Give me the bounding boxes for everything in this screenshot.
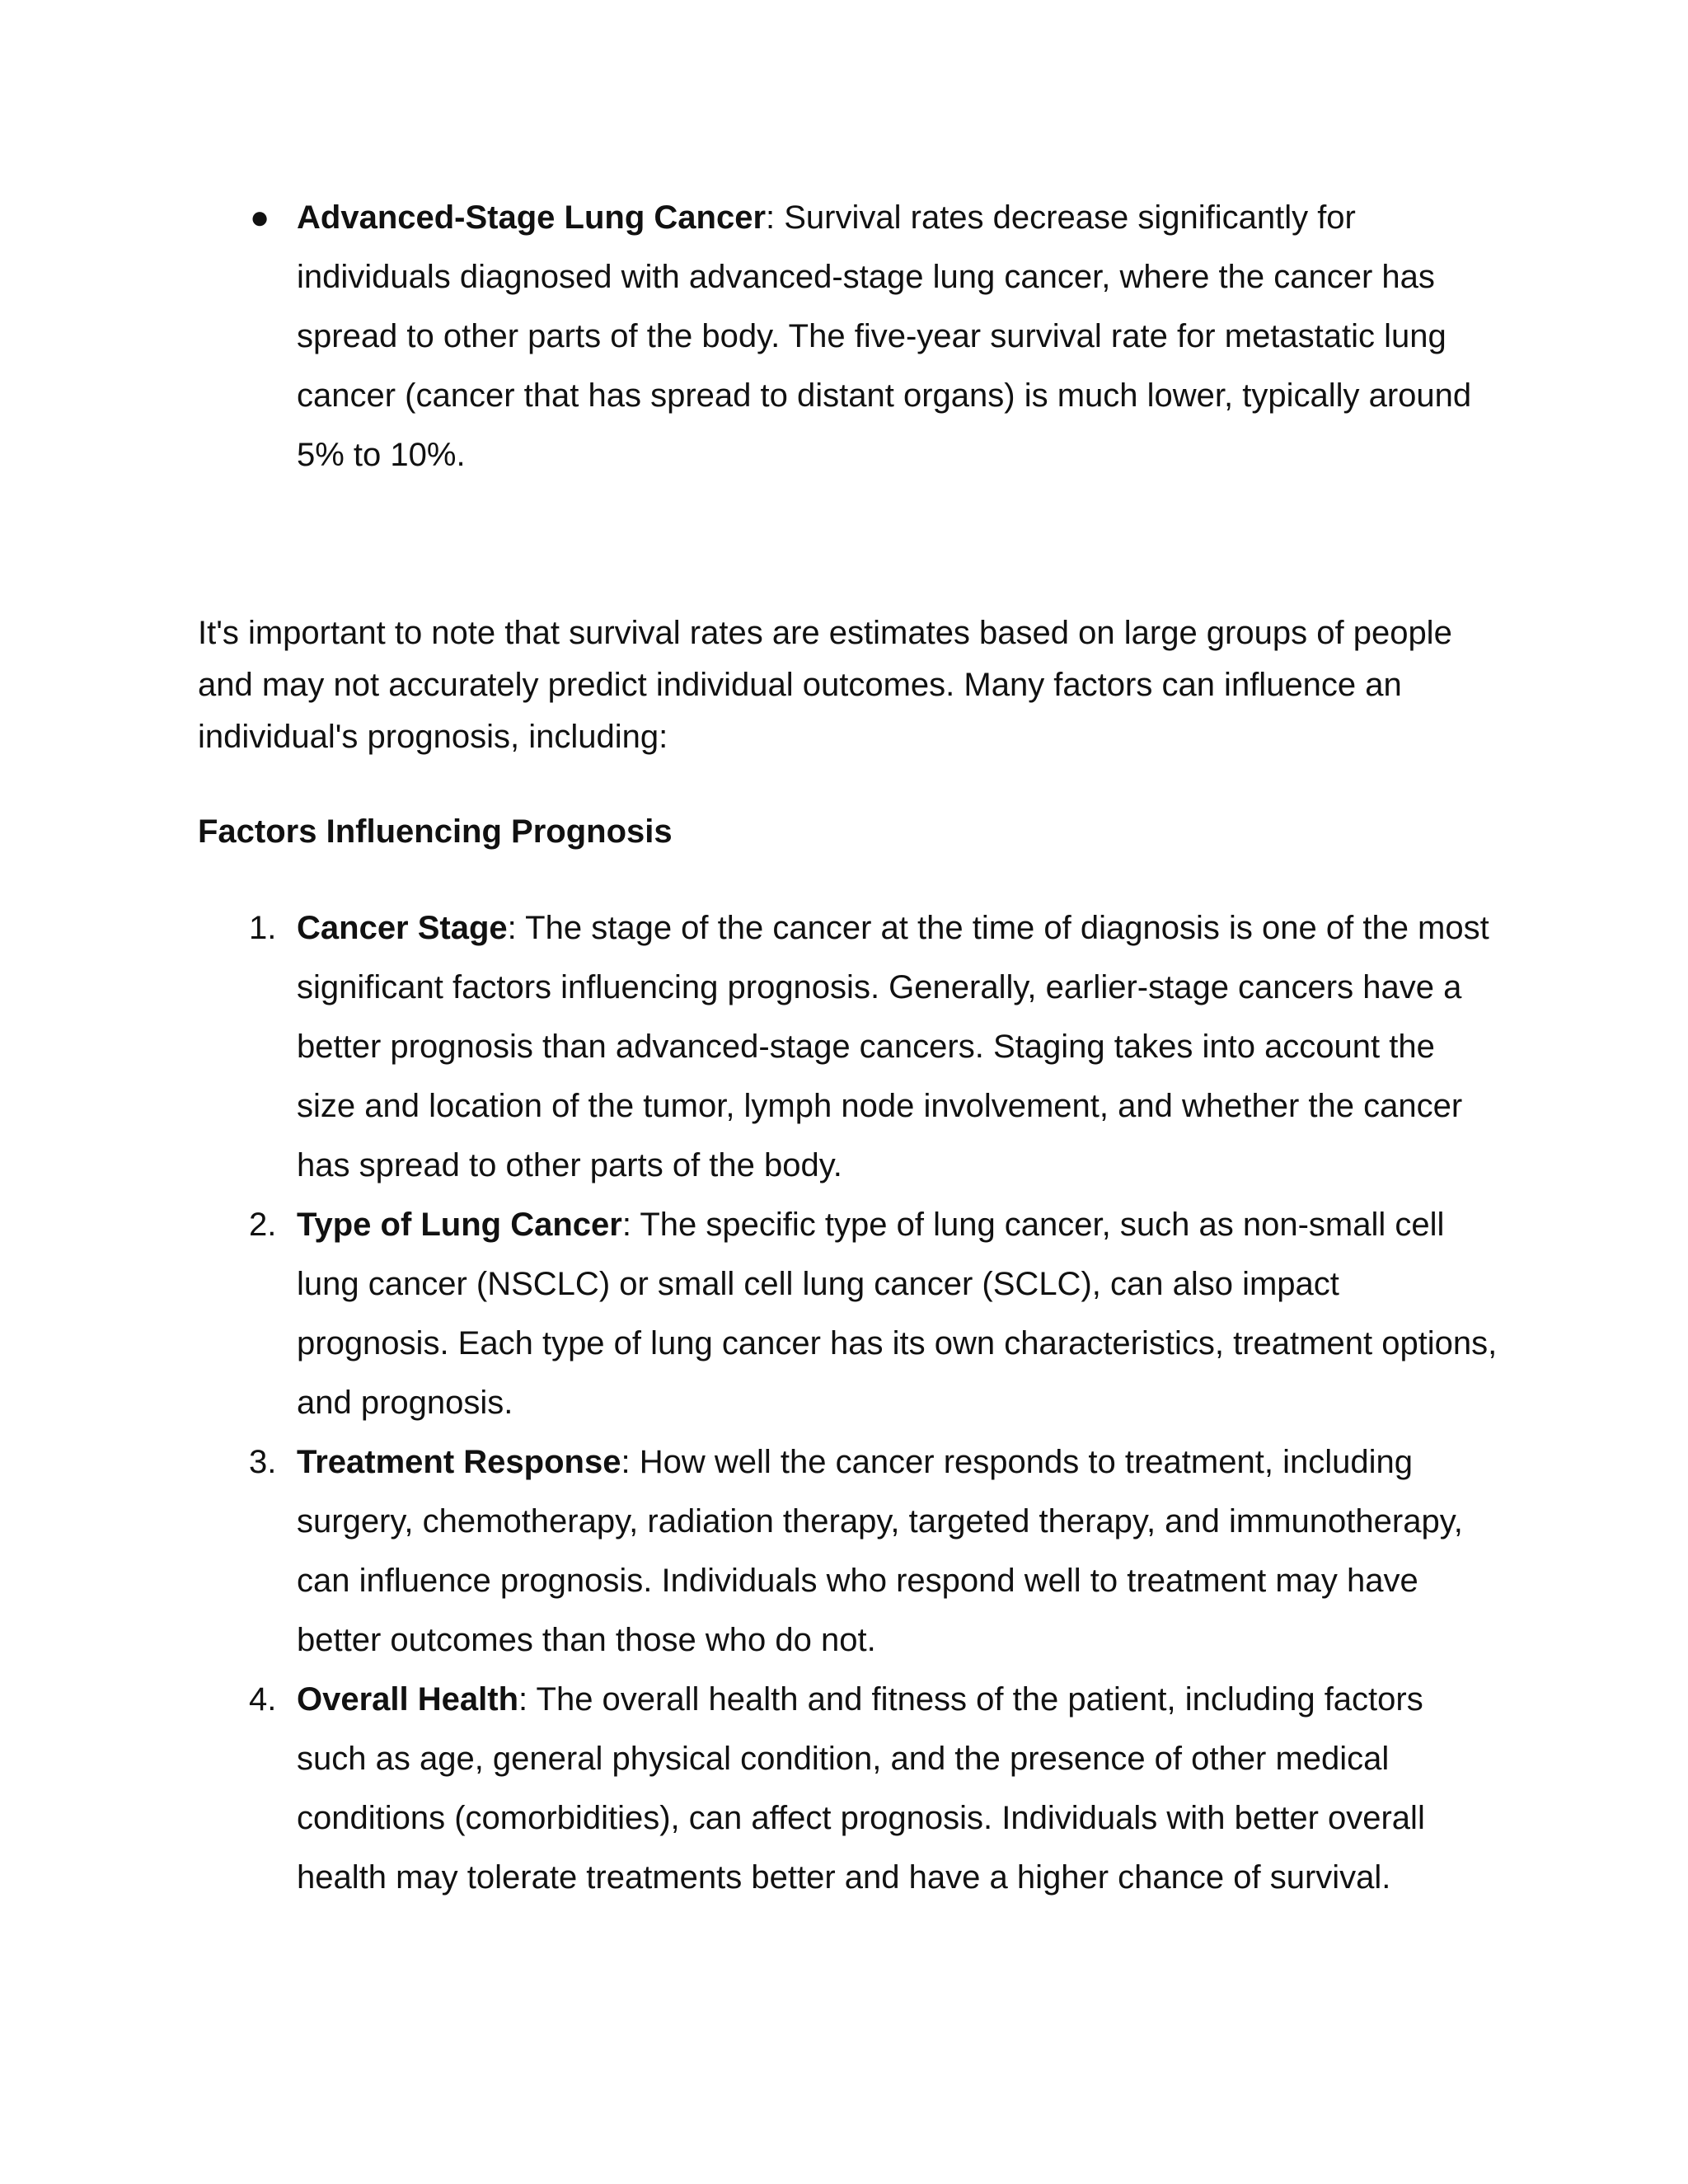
factor-item-type-of-lung-cancer — [198, 1195, 1500, 1432]
factor-text: : The stage of the cancer at the time of diagnosis is one of the most significant factors influencing prognosis. Generally, earlier-stage cancers have a better prognosis than advanced-stage cancers. Staging takes into account the size and location of the tumor, lymph node involvement, and whether the cancer has spread to other parts of the body. — [297, 910, 1489, 1183]
factor-item-treatment-response — [198, 1432, 1500, 1670]
factor-term: Type of Lung Cancer — [297, 1207, 622, 1243]
bullet-item-advanced-stage — [250, 188, 1486, 485]
factor-list — [198, 898, 1500, 1907]
factor-item-overall-health — [198, 1670, 1500, 1907]
factor-number: 2. — [249, 1207, 277, 1243]
factor-text: : The overall health and fitness of the patient, including factors such as age, general physical condition, and the presence of other medical conditions (comorbidities), can affect prognosis. Individuals with better overall health may tolerate treatments better and have a higher chance of survival. — [297, 1681, 1425, 1896]
factor-term: Cancer Stage — [297, 910, 508, 946]
bullet-marker: ● — [250, 199, 270, 236]
factor-text: : How well the cancer responds to treatment, including surgery, chemotherapy, radiation therapy, targeted therapy, and immunotherapy, can influence prognosis. Individuals who respond well to treatment may have better outcomes than those who do not. — [297, 1444, 1463, 1658]
factor-number: 4. — [249, 1681, 277, 1718]
factor-number: 1. — [249, 910, 277, 946]
factor-number: 3. — [249, 1444, 277, 1480]
factor-item-cancer-stage — [198, 898, 1500, 1195]
factor-term: Overall Health — [297, 1681, 519, 1718]
intro-paragraph: It's important to note that survival rates are estimates based on large groups of people and may not accurately predict individual outcomes. Many factors can influence an individual's prognosis, including: — [198, 615, 1452, 755]
bullet-body: : Survival rates decrease significantly for individuals diagnosed with advanced-stage lung cancer, where the cancer has spread to other parts of the body. The five-year survival rate for metastatic lung cancer (cancer that has spread to distant organs) is much lower, typically around 5% to 10%. — [297, 199, 1472, 473]
bullet-term: Advanced-Stage Lung Cancer — [297, 199, 767, 236]
factor-term: Treatment Response — [297, 1444, 621, 1480]
section-heading: Factors Influencing Prognosis — [198, 813, 673, 850]
bullet-text — [297, 188, 1486, 485]
factor-text: : The specific type of lung cancer, such as non-small cell lung cancer (NSCLC) or small cell lung cancer (SCLC), can also impact prognosis. Each type of lung cancer has its own characteristics, treatment options, and prognosis. — [297, 1207, 1498, 1421]
